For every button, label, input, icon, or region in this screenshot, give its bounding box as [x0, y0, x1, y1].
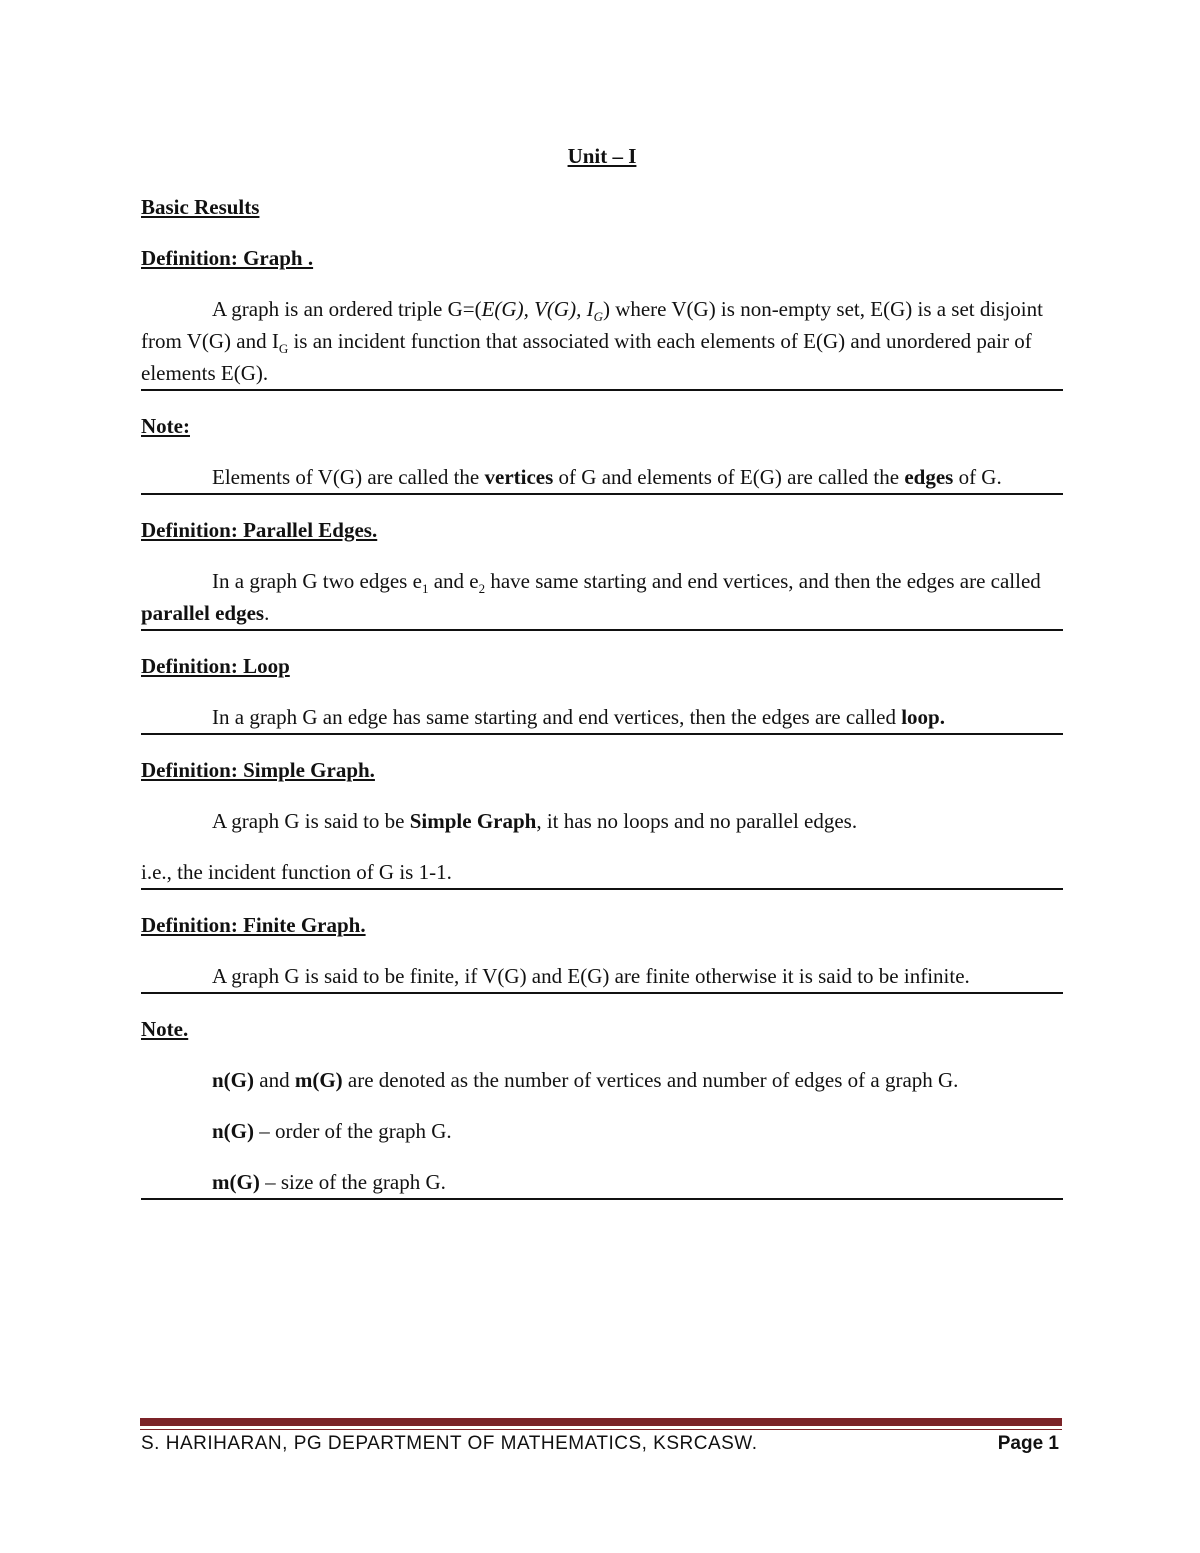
page-number: Page 1	[997, 1433, 1059, 1454]
graph-definition-text: A graph is an ordered triple G=(E(G), V(G), $I_G$) where V(G) is non-empty set, E(G) is a set disjoint from V(G) and $I_G$ is an incident function that associated with each elements of E(G) and unordered pair of elements E(G).	[141, 297, 1043, 385]
footer-line	[140, 1429, 1062, 1430]
size-line: m(G) – size of the graph G.	[212, 1170, 446, 1194]
footer-bar	[140, 1418, 1062, 1426]
unit-title: Unit – I	[567, 144, 637, 168]
divider	[141, 1198, 1063, 1200]
loop-heading: Definition: Loop	[141, 654, 290, 678]
simple-graph-text: A graph G is said to be Simple Graph, it has no loops and no parallel edges.	[212, 809, 858, 833]
simple-graph-heading: Definition: Simple Graph.	[141, 758, 375, 782]
finite-graph-text: A graph G is said to be finite, if V(G) and E(G) are finite otherwise it is said to be infinite.	[212, 964, 970, 988]
parallel-edges-heading: Definition: Parallel Edges.	[141, 518, 378, 542]
simple-graph-note: i.e., the incident function of G is 1-1.	[141, 860, 452, 884]
finite-graph-heading: Definition: Finite Graph.	[141, 913, 366, 937]
section-heading: Basic Results	[141, 195, 260, 219]
note2-text: n(G) and m(G) are denoted as the number of vertices and number of edges of a graph G.	[212, 1068, 959, 1092]
note-heading: Note:	[141, 414, 190, 438]
graph-definition-heading: Definition: Graph .	[141, 246, 314, 270]
footer-author: S. HARIHARAN, PG DEPARTMENT OF MATHEMATICS, KSRCASW.	[141, 1433, 758, 1454]
document-page	[141, 140, 1063, 1200]
loop-text: In a graph G an edge has same starting and end vertices, then the edges are called loop.	[212, 705, 945, 729]
parallel-edges-text: In a graph G two edges $e_1$ and $e_2$ have same starting and end vertices, and then the edges are called parallel edges.	[141, 569, 1041, 625]
order-line: n(G) – order of the graph G.	[212, 1119, 452, 1143]
note2-heading: Note.	[141, 1017, 189, 1041]
note-text: Elements of V(G) are called the vertices of G and elements of E(G) are called the edges of G.	[212, 465, 1002, 489]
